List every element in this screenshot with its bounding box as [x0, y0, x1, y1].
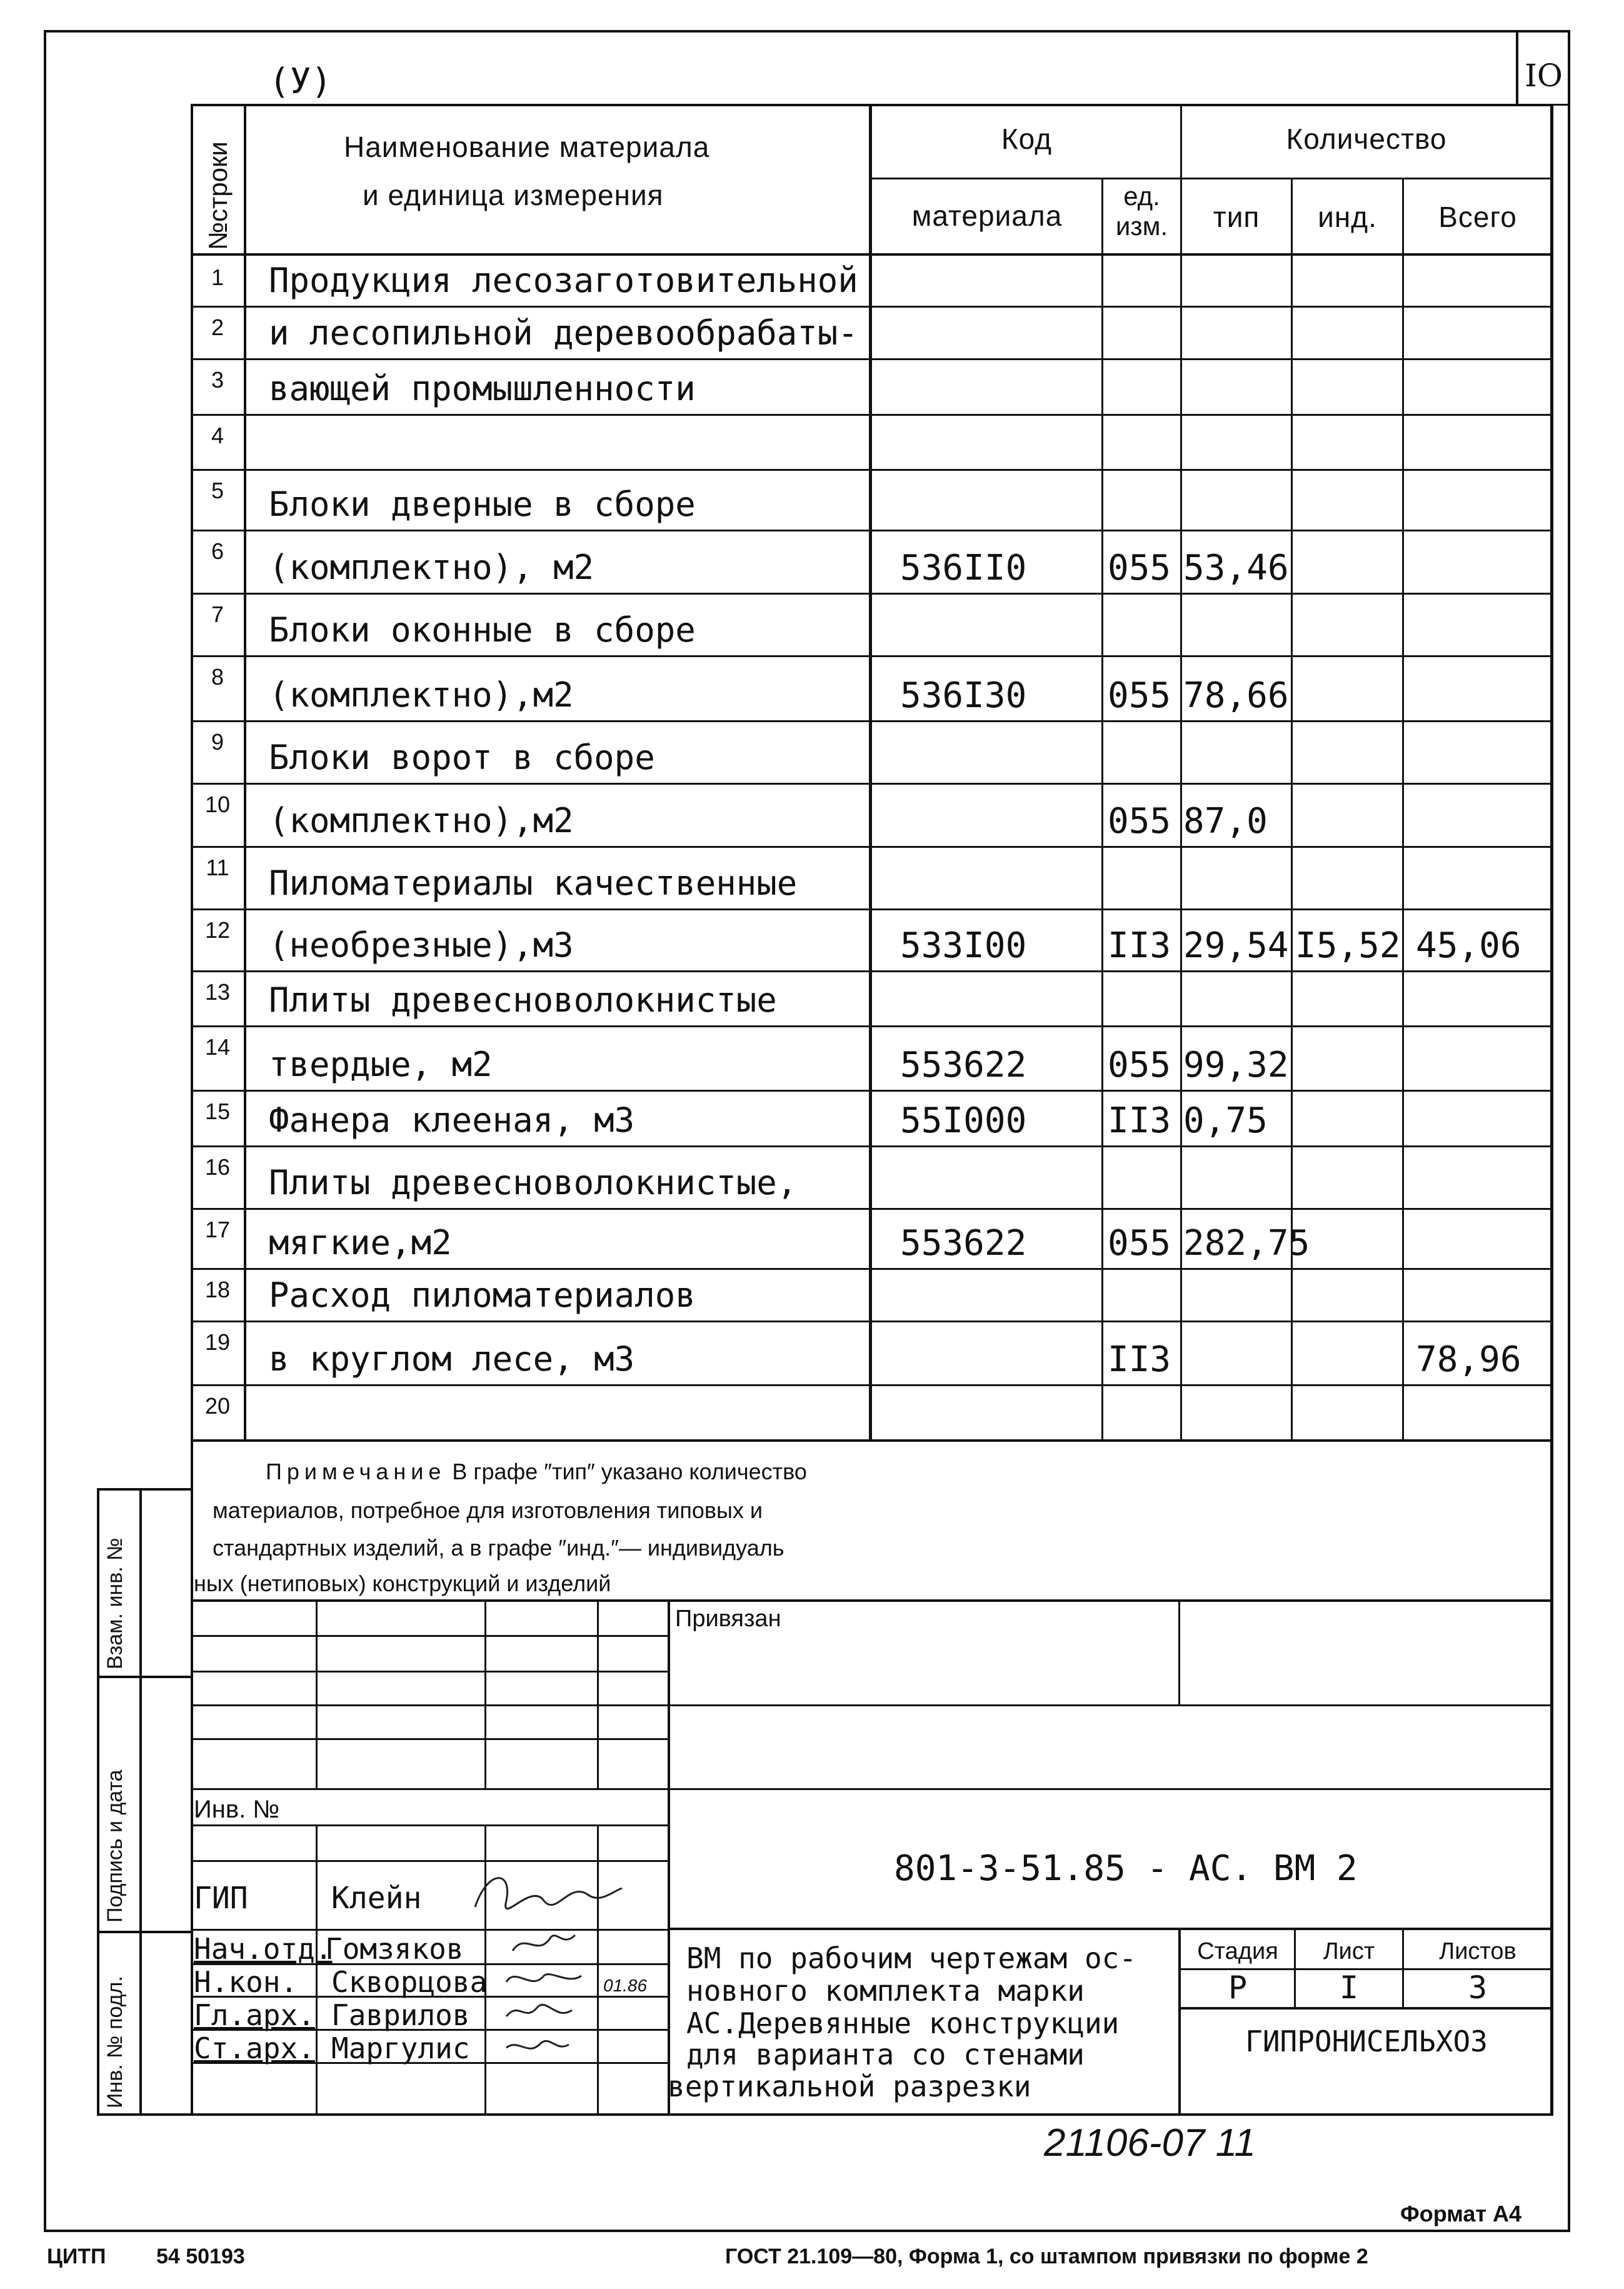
row-total: 78,96 [1416, 1339, 1521, 1380]
row-type: 53,46 [1183, 548, 1289, 588]
row-type: 99,32 [1183, 1045, 1289, 1085]
side-strip-sep-2 [97, 1931, 191, 1933]
row-separator [191, 1268, 1553, 1270]
row-unit: 055 [1108, 1223, 1171, 1264]
header-label: (У) [269, 61, 333, 102]
row-name: в круглом лесе, м3 [269, 1339, 635, 1379]
row-name: (необрезные),м3 [269, 925, 574, 965]
designation: 801-3-51.85 - АС. ВМ 2 [894, 1848, 1358, 1889]
row-name: и лесопильной деревообрабаты- [269, 313, 858, 353]
header-right-line [1516, 104, 1553, 106]
row-code: 553622 [900, 1045, 1027, 1085]
row-ind: I5,52 [1295, 925, 1401, 966]
row-separator [191, 908, 1553, 910]
row-code: 536II0 [900, 548, 1027, 588]
role-n-kon: Н.кон. [194, 1965, 298, 1999]
header-sub-line [870, 178, 1553, 179]
inv-no-label: Инв. № [194, 1796, 280, 1823]
sheet-number: IO [1525, 58, 1563, 94]
stage-label: Стадия [1197, 1938, 1278, 1965]
side-strip-right [139, 1488, 142, 2115]
sheet-label: Лист [1323, 1938, 1375, 1965]
row-code: 533I00 [900, 925, 1027, 966]
stamp-col-1 [316, 1599, 318, 1790]
stamp-left [191, 1439, 193, 2116]
col-code-material-header: материала [911, 199, 1063, 232]
stamp-col-4 [668, 1599, 670, 2116]
name-gl-arh: Гаврилов [331, 1998, 470, 2032]
note-line-2: материалов, потребное для изготовления типовых и [213, 1497, 763, 1523]
row-unit: 055 [1108, 548, 1171, 588]
row-number: 6 [211, 538, 224, 564]
title-line-5: вертикальной разрезки [668, 2070, 1031, 2103]
row-separator [191, 1208, 1553, 1210]
row-name: Блоки ворот в сборе [269, 738, 655, 777]
row-number: 19 [204, 1329, 231, 1355]
signature-gavrilov [506, 2005, 572, 2016]
col-sep-3 [1101, 178, 1103, 1442]
row-name: Пиломатериалы качественные [269, 863, 798, 903]
title-line-4: для варианта со стенами [686, 2038, 1085, 2071]
stamp-bottom [191, 2113, 1553, 2116]
col-qty-type-header: тип [1213, 201, 1260, 233]
row-number: 20 [204, 1393, 231, 1419]
row-number: 17 [204, 1217, 231, 1242]
row-name: вающей промышленности [269, 369, 696, 408]
row-separator [191, 593, 1553, 595]
stage-value: Р [1228, 1970, 1248, 2006]
format-label: Формат А4 [1400, 2201, 1522, 2226]
row-separator [191, 1090, 1553, 1092]
printer-label: ЦИТП [47, 2245, 106, 2268]
sheet-value: I [1339, 1970, 1359, 2006]
col-name-header-2: и единица измерения [363, 179, 664, 211]
title-line-2: новного комплекта марки [686, 1974, 1085, 2008]
row-name: (комплектно),м2 [269, 675, 574, 715]
row-name: Плиты древесноволокнистые [269, 980, 777, 1020]
stamp-row-6 [191, 1824, 669, 1826]
signature-gomzyakov [513, 1935, 575, 1951]
row-number: 3 [211, 367, 224, 393]
stamp-row-3 [191, 1704, 1553, 1706]
row-unit: 055 [1108, 675, 1171, 716]
stamp-top [191, 1599, 1553, 1602]
row-separator [191, 720, 1553, 722]
side-strip-left [97, 1488, 99, 2115]
col-sep-4 [1180, 104, 1182, 1442]
frame-bottom [44, 2230, 1570, 2232]
role-st-arh: Ст.арх. [194, 2031, 315, 2065]
col-sep-6 [1402, 178, 1404, 1442]
title-line-1: ВМ по рабочим чертежам ос- [686, 1941, 1137, 1975]
standard-label: ГОСТ 21.109—80, Форма 1, со штампом привязки по форме 2 [725, 2245, 1368, 2268]
signatures [463, 1857, 625, 2082]
stamp-date: 01.86 [603, 1976, 648, 1995]
col-name-header-1: Наименование материала [344, 131, 710, 163]
role-gip: ГИП [194, 1881, 248, 1916]
col-qty-header: Количество [1286, 123, 1447, 155]
row-number: 14 [204, 1034, 231, 1060]
tb-row-org [1178, 2007, 1553, 2010]
stamp-row-8 [668, 1928, 1553, 1930]
note-line-1 [266, 1459, 807, 1485]
row-name: Блоки оконные в сборе [269, 610, 696, 650]
row-unit: 055 [1108, 801, 1171, 842]
row-separator [191, 970, 1553, 972]
row-separator [191, 358, 1553, 360]
stamp-row-2 [191, 1671, 669, 1673]
note-line-4: ных (нетиповых) конструкций и изделий [194, 1571, 611, 1596]
side-podpis: Подпись и дата [103, 1769, 127, 1923]
side-strip-top [97, 1488, 191, 1491]
row-name: твердые, м2 [269, 1045, 493, 1084]
row-code: 536I30 [900, 675, 1027, 716]
name-gip: Клейн [331, 1881, 422, 1916]
frame-left [44, 30, 46, 2232]
row-separator [191, 655, 1553, 657]
archive-number: 21106-07 11 [1044, 2121, 1256, 2165]
row-unit: II3 [1108, 1339, 1171, 1380]
side-strip-sep-1 [97, 1676, 191, 1678]
row-unit: 055 [1108, 1045, 1171, 1085]
row-unit: II3 [1108, 1100, 1171, 1141]
stamp-col-1b [316, 1824, 318, 2113]
row-number: 2 [211, 314, 224, 340]
stamp-row-5 [191, 1788, 1553, 1790]
stamp-right [1550, 1439, 1553, 2116]
row-type: 29,54 [1183, 925, 1289, 966]
table-border-top [191, 104, 1516, 106]
signature-margulis [506, 2041, 569, 2048]
table-bottom [191, 1439, 1553, 1442]
col-row-no-header: №строки [203, 141, 233, 250]
col-qty-total-header: Всего [1438, 201, 1517, 233]
row-separator [191, 306, 1553, 308]
row-name: (комплектно),м2 [269, 801, 574, 840]
row-separator [191, 846, 1553, 848]
printer-code: 54 50193 [156, 2245, 245, 2268]
note-line-3: стандартных изделий, а в графе ″инд.″— индивидуаль [213, 1535, 784, 1561]
title-line-3: АС.Деревянные конструкции [686, 2006, 1120, 2040]
col-sep-2 [869, 104, 872, 1442]
row-name: мягкие,м2 [269, 1223, 452, 1262]
tb-col-title [1178, 1928, 1181, 2115]
row-separator [191, 530, 1553, 531]
row-number: 10 [204, 792, 231, 817]
sheets-label: Листов [1439, 1938, 1516, 1965]
row-type: 282,75 [1183, 1223, 1310, 1264]
row-type: 0,75 [1183, 1100, 1268, 1141]
row-type: 78,66 [1183, 675, 1289, 716]
frame-top [44, 30, 1570, 33]
row-number: 13 [204, 979, 231, 1005]
sheet-no-box-left [1516, 30, 1518, 105]
row-number: 4 [211, 423, 224, 448]
row-number: 12 [204, 917, 231, 943]
name-st-arh: Маргулис [331, 2031, 470, 2065]
row-type: 87,0 [1183, 801, 1268, 842]
row-name: Плиты древесноволокнистые, [269, 1163, 798, 1202]
signature-skvortsova [506, 1975, 581, 1982]
row-separator [191, 1321, 1553, 1322]
stamp-row-1 [191, 1635, 669, 1637]
row-number: 11 [206, 855, 229, 880]
row-separator [191, 469, 1553, 471]
row-total: 45,06 [1416, 925, 1521, 966]
row-number: 9 [211, 729, 224, 755]
side-inv: Инв. № подл. [103, 1976, 127, 2108]
row-number: 15 [204, 1099, 231, 1124]
row-code: 553622 [900, 1223, 1027, 1264]
row-separator [191, 414, 1553, 416]
row-number: 7 [211, 601, 224, 627]
row-unit: II3 [1108, 925, 1171, 966]
role-nach-otd: Нач.отд. [194, 1932, 333, 1966]
col-sep-1 [244, 104, 246, 1442]
header-bottom [191, 253, 1553, 256]
col-code-unit-header-2: изм. [1115, 211, 1168, 241]
side-vzam: Взам. инв. № [103, 1537, 127, 1669]
role-gl-arh: Гл.арх. [194, 1998, 315, 2032]
stamp-row-4 [191, 1738, 669, 1740]
stamp-col-2 [484, 1599, 486, 1790]
signature-klein [475, 1878, 622, 1909]
col-qty-ind-header: инд. [1318, 201, 1377, 233]
col-code-unit-header-1: ед. [1123, 181, 1160, 211]
side-strip-bottom [97, 2113, 191, 2116]
row-name: Расход пиломатериалов [269, 1275, 696, 1315]
row-name: Блоки дверные в сборе [269, 485, 696, 524]
row-separator [191, 1025, 1553, 1027]
name-nach-otd: Гомзяков [325, 1932, 464, 1966]
row-number: 1 [211, 264, 224, 290]
row-number: 16 [204, 1154, 231, 1180]
organization: ГИПРОНИСЕЛЬХОЗ [1245, 2025, 1488, 2058]
row-separator [191, 783, 1553, 785]
row-name: (комплектно), м2 [269, 548, 594, 587]
row-number: 5 [211, 478, 224, 503]
row-name: Продукция лесозаготовительной [269, 261, 858, 300]
note-prefix: Примечание [266, 1459, 446, 1484]
frame-right [1568, 30, 1570, 2232]
row-separator [191, 1145, 1553, 1147]
sheets-value: 3 [1468, 1970, 1488, 2006]
privyazan-label: Привязан [675, 1606, 781, 1632]
row-name: Фанера клееная, м3 [269, 1100, 635, 1140]
row-number: 18 [204, 1277, 231, 1302]
stamp-col-3 [597, 1599, 599, 1790]
name-n-kon: Скворцова [331, 1965, 488, 1999]
col-code-header: Код [1001, 123, 1053, 155]
stamp-col-5 [1178, 1599, 1180, 1704]
row-separator [191, 1384, 1553, 1386]
row-number: 8 [211, 664, 224, 690]
row-code: 55I000 [900, 1100, 1027, 1141]
note-rest: В графе ″тип″ указано количество [446, 1459, 807, 1484]
